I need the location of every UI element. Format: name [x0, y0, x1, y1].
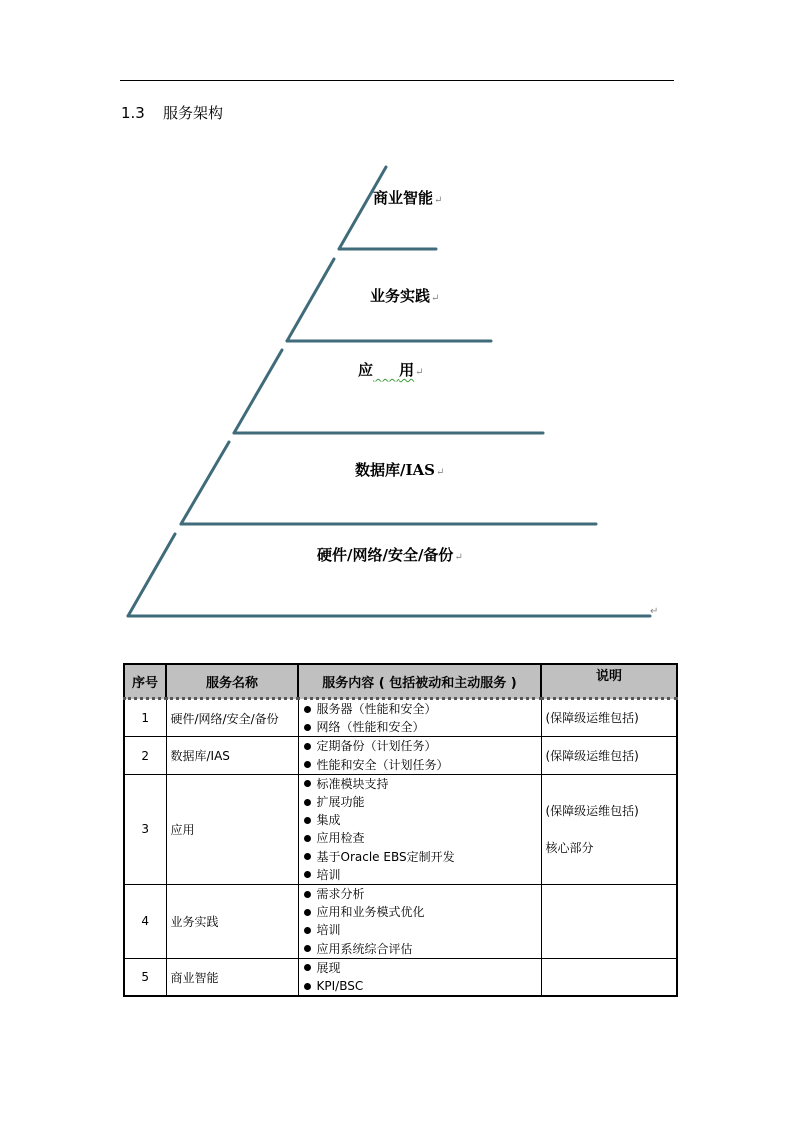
label-text: 商业智能	[373, 189, 434, 207]
cell-content	[298, 958, 541, 996]
table-row	[124, 699, 677, 737]
list-item	[303, 718, 537, 736]
paragraph-mark: ↵	[435, 467, 445, 478]
bullet-icon	[304, 724, 311, 731]
bullet-icon	[304, 706, 311, 713]
item-text: 扩展功能	[316, 795, 365, 810]
header-service-content: 服务内容 ( 包括被动和主动服务 )	[298, 664, 541, 699]
item-text: 标准模块支持	[316, 776, 389, 791]
cell-no: 5	[124, 958, 166, 996]
table-header-row	[124, 664, 677, 699]
bullet-icon	[304, 817, 311, 824]
item-text: 应用检查	[316, 831, 365, 846]
cell-no: 1	[124, 699, 166, 737]
bullet-icon	[304, 799, 311, 806]
item-text: 应用系统综合评估	[316, 941, 413, 956]
pyramid-label-application	[358, 359, 424, 380]
header-service-name: 服务名称	[166, 664, 298, 699]
cell-name: 业务实践	[166, 885, 298, 959]
list-item	[303, 848, 537, 866]
bullet-icon	[304, 871, 311, 878]
bullet-icon	[304, 780, 311, 787]
note-text: 核心部分	[545, 840, 594, 855]
item-text: KPI/BSC	[316, 979, 364, 994]
pyramid-level-1-lines	[339, 167, 436, 249]
paragraph-mark: ↵	[431, 293, 440, 304]
cell-no: 2	[124, 737, 166, 774]
paragraph-mark: ↵	[434, 195, 443, 206]
list-item	[303, 903, 537, 921]
cell-note	[541, 737, 677, 774]
bullet-list	[303, 700, 537, 736]
bullet-list	[303, 737, 537, 773]
table-row	[124, 774, 677, 884]
bullet-icon	[304, 983, 311, 990]
item-text: 服务器（性能和安全）	[316, 702, 437, 716]
cell-note	[541, 699, 677, 737]
list-item	[303, 700, 537, 718]
table-row	[124, 885, 677, 959]
cell-content	[298, 774, 541, 884]
item-text: 基于Oracle EBS定制开发	[316, 849, 455, 864]
header-no: 序号	[124, 664, 166, 699]
bullet-icon	[304, 761, 311, 768]
cell-no: 3	[124, 774, 166, 884]
pyramid-level-4-lines	[181, 442, 596, 524]
cell-content	[298, 699, 541, 737]
cell-no: 4	[124, 885, 166, 959]
bullet-icon	[304, 945, 311, 952]
list-item	[303, 811, 537, 829]
item-text: 应用和业务模式优化	[316, 905, 425, 920]
cell-name: 商业智能	[166, 958, 298, 996]
cell-note	[541, 958, 677, 996]
label-text-right: 用	[399, 361, 415, 379]
paragraph-mark: ↵	[454, 552, 463, 563]
list-item	[303, 959, 537, 977]
note-text: (保障级运维包括)	[545, 711, 639, 726]
item-text: 性能和安全（计划任务）	[316, 757, 449, 772]
cell-content	[298, 737, 541, 774]
section-title: 服务架构	[163, 104, 224, 122]
item-text: 培训	[316, 923, 341, 938]
service-table	[123, 663, 678, 997]
header-note: 说明	[541, 664, 677, 699]
bullet-icon	[304, 927, 311, 934]
pyramid-label-database	[355, 459, 444, 480]
paragraph-mark: ↵	[415, 367, 424, 378]
section-number: 1.3	[121, 104, 145, 122]
cell-name: 数据库/IAS	[166, 737, 298, 774]
bullet-list	[303, 775, 537, 884]
grammar-squiggle	[373, 361, 399, 379]
note-text: (保障级运维包括)	[545, 748, 639, 763]
bullet-icon	[304, 891, 311, 898]
bullet-list	[303, 959, 537, 995]
table-row	[124, 958, 677, 996]
list-item	[303, 940, 537, 958]
list-item	[303, 977, 537, 995]
bullet-icon	[304, 835, 311, 842]
cell-content	[298, 885, 541, 959]
item-text: 网络（性能和安全）	[316, 720, 425, 735]
list-item	[303, 921, 537, 939]
cell-note	[541, 885, 677, 959]
list-item	[303, 775, 537, 793]
item-text: 需求分析	[316, 887, 365, 902]
list-item	[303, 885, 537, 903]
label-text: 数据库/IAS	[355, 461, 435, 479]
label-text: 硬件/网络/安全/备份	[317, 546, 454, 564]
pyramid-label-business-practice	[370, 285, 439, 306]
label-text: 业务实践	[370, 287, 431, 305]
list-item	[303, 756, 537, 774]
table-row	[124, 737, 677, 774]
note-spacer	[546, 820, 673, 838]
bullet-icon	[304, 964, 311, 971]
cell-name: 应用	[166, 774, 298, 884]
item-text: 培训	[316, 867, 341, 882]
note-text: (保障级运维包括)	[545, 804, 639, 819]
item-text: 集成	[316, 813, 341, 828]
label-text-left: 应	[358, 361, 374, 379]
cell-note	[541, 774, 677, 884]
bullet-icon	[304, 909, 311, 916]
bullet-icon	[304, 743, 311, 750]
list-item	[303, 793, 537, 811]
cell-name: 硬件/网络/安全/备份	[166, 699, 298, 737]
bullet-icon	[304, 853, 311, 860]
paragraph-mark: ↵	[650, 606, 659, 617]
item-text: 定期备份（计划任务）	[316, 739, 437, 754]
pyramid-label-hardware	[317, 544, 463, 565]
bullet-list	[303, 885, 537, 958]
list-item	[303, 866, 537, 884]
list-item	[303, 829, 537, 847]
item-text: 展现	[316, 960, 341, 975]
pyramid-label-business-intelligence	[373, 187, 442, 208]
list-item	[303, 737, 537, 755]
